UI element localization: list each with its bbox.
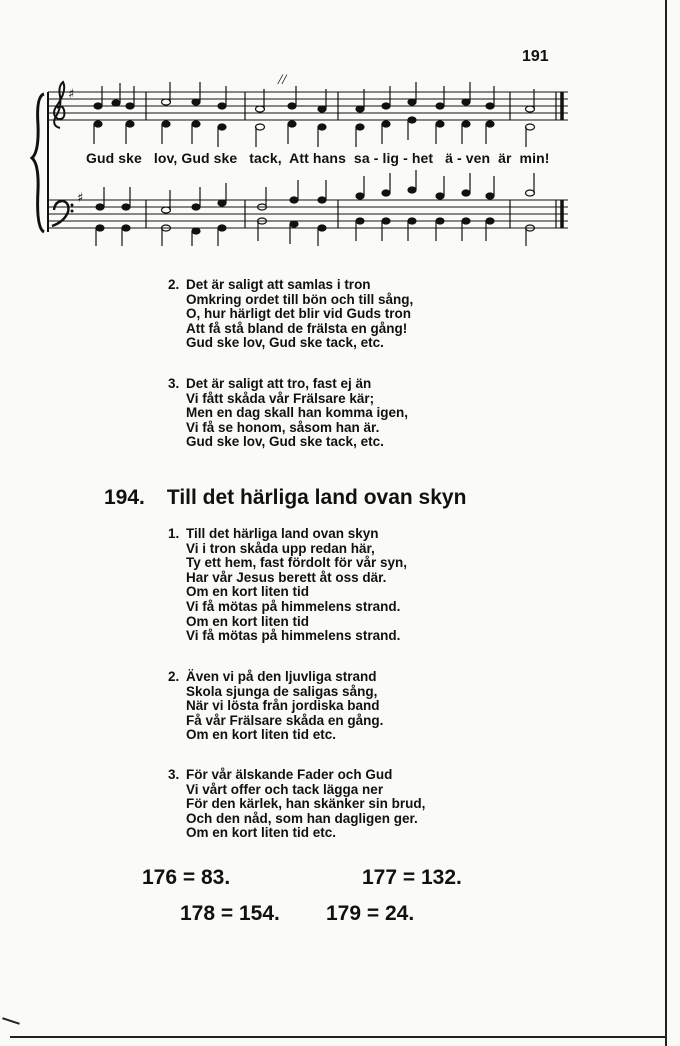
stanza-line: Om en kort liten tid <box>186 584 310 600</box>
treble-notes <box>94 82 535 112</box>
stanza-line: Om en kort liten tid etc. <box>186 825 337 841</box>
hymn-stanza-2 <box>168 669 384 743</box>
stanza-number: 2. <box>168 277 180 292</box>
system-brace <box>32 92 48 232</box>
stanza-line: Vi få mötas på himmelens strand. <box>186 598 401 614</box>
stanza-line: Omkring ordet till bön och till sång, <box>186 291 414 307</box>
cross-reference: 179 = 24. <box>326 902 415 925</box>
bass-lower-voice <box>96 218 535 246</box>
key-signature-sharp-icon <box>68 87 83 206</box>
stanza-line: Skola sjunga de saligas sång, <box>186 683 378 699</box>
repeat-mark: // <box>278 72 287 88</box>
stanza-number: 3. <box>168 767 180 782</box>
treble-lower-voice <box>94 117 535 147</box>
cross-reference: 178 = 154. <box>180 902 280 925</box>
page-frame-bottom <box>10 1036 665 1038</box>
stanza-line: Men en dag skall han komma igen, <box>186 405 409 421</box>
cross-reference: 176 = 83. <box>142 866 231 889</box>
stanza-line: Ty ett hem, fast fördolt för vår syn, <box>186 555 408 571</box>
stanza-line: Vi få se honom, såsom han är. <box>186 419 380 435</box>
stanza-line: Vi i tron skåda upp redan här, <box>186 540 375 556</box>
hymn-heading <box>104 486 466 510</box>
music-lyrics: Gud ske lov, Gud ske tack, Att hans sa - lig - het ä - ven är min! <box>86 150 550 166</box>
stanza-line: Till det härliga land ovan skyn <box>186 526 379 541</box>
treble-clef-icon <box>54 82 64 128</box>
stanza-line: Få vår Frälsare skåda en gång. <box>186 712 384 728</box>
stanza-line: Även vi på den ljuvliga strand <box>186 669 377 684</box>
stanza-line: När vi lösta från jordiska band <box>186 698 380 714</box>
stanza-line: Om en kort liten tid etc. <box>186 727 337 743</box>
hymn-stanza-3 <box>168 767 426 841</box>
stanza-line: Om en kort liten tid <box>186 613 310 629</box>
stanza-line: O, hur härligt det blir vid Guds tron <box>186 306 412 322</box>
stanza-number: 3. <box>168 376 180 391</box>
stanza-line: Vi få mötas på himmelens strand. <box>186 628 401 644</box>
stanza-line: Det är saligt att samlas i tron <box>186 277 371 292</box>
stanza-line: Vi fått skåda vår Frälsare kär; <box>186 390 375 406</box>
hymn-number: 194. <box>104 486 145 509</box>
page-number: 191 <box>522 48 549 65</box>
svg-text:♯: ♯ <box>68 87 75 102</box>
stanza-line: För vår älskande Fader och Gud <box>186 767 393 782</box>
hymn-stanza-1 <box>168 526 408 644</box>
svg-text:♯: ♯ <box>77 191 84 206</box>
stanza-line: Att få stå bland de frälsta en gång! <box>186 320 408 336</box>
stanza-line: Gud ske lov, Gud ske tack, etc. <box>186 335 384 351</box>
stanza-number: 2. <box>168 669 180 684</box>
cross-reference: 177 = 132. <box>362 866 462 889</box>
stanza-line: Gud ske lov, Gud ske tack, etc. <box>186 434 384 450</box>
stanza-line: Och den nåd, som han dagligen ger. <box>186 810 418 826</box>
stanza-line: Det är saligt att tro, fast ej än <box>186 376 372 391</box>
page-frame-corner <box>2 1017 20 1024</box>
stanza-number: 1. <box>168 526 180 541</box>
prev-stanza-2 <box>168 277 414 351</box>
stanza-line: För den kärlek, han skänker sin brud, <box>186 796 426 812</box>
stanza-line: Vi vårt offer och tack lägga ner <box>186 781 384 797</box>
stanza-line: Har vår Jesus berett åt oss där. <box>186 569 387 585</box>
hymn-title: Till det härliga land ovan skyn <box>166 486 467 509</box>
prev-stanza-3 <box>168 376 409 450</box>
music-score <box>0 0 680 250</box>
